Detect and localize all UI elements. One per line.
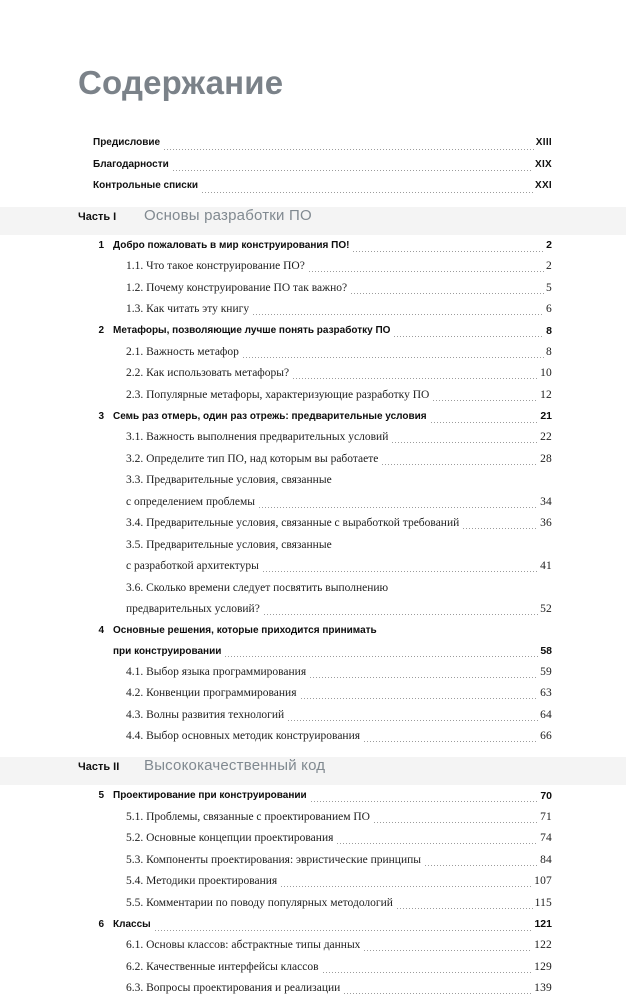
section-entry[interactable] <box>0 935 626 957</box>
section-title: 3.6. Сколько времени следует посвятить выполнению <box>126 582 388 594</box>
dot-leader <box>322 972 533 973</box>
dot-leader <box>252 314 544 315</box>
page-number: 28 <box>540 453 552 465</box>
page-number: 59 <box>540 666 552 678</box>
section-entry[interactable] <box>0 277 626 299</box>
dot-leader <box>242 357 544 358</box>
page-number: 2 <box>546 239 552 251</box>
section-title: 4.1. Выбор языка программирования <box>126 666 306 678</box>
part-label: Часть I <box>78 211 144 223</box>
section-entry[interactable] <box>0 661 626 683</box>
dot-leader <box>201 192 533 193</box>
entry-label: Благодарности <box>93 159 169 170</box>
chapter-number: 2 <box>86 325 104 336</box>
section-entry[interactable] <box>0 513 626 535</box>
dot-leader <box>462 528 538 529</box>
section-title: 1.3. Как читать эту книгу <box>126 303 249 315</box>
section-title: 1.2. Почему конструирование ПО так важно? <box>126 282 347 294</box>
page-number: 52 <box>540 603 552 615</box>
page-number: 8 <box>546 346 552 358</box>
section-title: 3.4. Предварительные условия, связанные с выработкой требований <box>126 517 459 529</box>
part-title: Высококачественный код <box>144 757 325 774</box>
section-title: 5.1. Проблемы, связанные с проектированием ПО <box>126 811 370 823</box>
section-title: 2.3. Популярные метафоры, характеризующие разработку ПО <box>126 389 429 401</box>
page-number: 10 <box>540 367 552 379</box>
page-number: 84 <box>540 854 552 866</box>
dot-leader <box>300 698 539 699</box>
section-entry[interactable] <box>0 849 626 871</box>
dot-leader <box>224 656 538 657</box>
dot-leader <box>262 571 538 572</box>
dot-leader <box>381 464 538 465</box>
page-number: 115 <box>535 897 552 909</box>
dot-leader <box>352 251 544 252</box>
section-title: 5.2. Основные концепции проектирования <box>126 832 333 844</box>
part-label: Часть II <box>78 761 144 773</box>
dot-leader <box>350 293 544 294</box>
page-number: XIX <box>535 159 552 170</box>
page-number: 64 <box>540 709 552 721</box>
dot-leader <box>396 908 533 909</box>
page-number: 66 <box>540 730 552 742</box>
chapter-title: Добро пожаловать в мир конструирования ПО! <box>113 240 349 251</box>
chapter-title-continuation: при конструировании <box>113 646 221 657</box>
page-number: 21 <box>540 410 552 422</box>
dot-leader <box>391 442 538 443</box>
chapter-title: Метафоры, позволяющие лучше понять разработку ПО <box>113 325 390 336</box>
dot-leader <box>335 550 550 551</box>
section-entry-continuation[interactable] <box>0 599 626 621</box>
page-number: 8 <box>546 325 552 337</box>
chapter-entry[interactable] <box>0 235 626 256</box>
chapter-entry[interactable] <box>0 320 626 341</box>
front-matter-entry <box>0 132 626 154</box>
page-number: 2 <box>546 260 552 272</box>
section-title: 3.5. Предварительные условия, связанные <box>126 539 332 551</box>
page-number: 58 <box>540 645 552 657</box>
page-number: 22 <box>540 431 552 443</box>
front-matter-entry <box>0 175 626 197</box>
dot-leader <box>363 950 532 951</box>
section-entry-continuation[interactable] <box>0 491 626 513</box>
section-entry[interactable] <box>0 341 626 363</box>
section-title: 2.2. Как использовать метафоры? <box>126 367 289 379</box>
chapter-number: 5 <box>86 790 104 801</box>
section-title: 3.3. Предварительные условия, связанные <box>126 474 332 486</box>
section-entry[interactable] <box>0 577 626 599</box>
section-entry[interactable] <box>0 470 626 492</box>
chapter-entry[interactable] <box>0 620 626 641</box>
dot-leader <box>380 636 550 637</box>
section-title: 4.4. Выбор основных методик конструирования <box>126 730 360 742</box>
section-title: 6.3. Вопросы проектирования и реализации <box>126 982 340 994</box>
section-entry[interactable] <box>0 704 626 726</box>
chapter-entry[interactable] <box>0 785 626 806</box>
dot-leader <box>154 930 533 931</box>
page-number: 12 <box>540 389 552 401</box>
page-number: 63 <box>540 687 552 699</box>
page-number: 34 <box>540 496 552 508</box>
page-number: 6 <box>546 303 552 315</box>
chapter-title: Проектирование при конструировании <box>113 790 307 801</box>
section-title: 5.4. Методики проектирования <box>126 875 277 887</box>
toc-body <box>0 132 626 999</box>
dot-leader <box>343 993 532 994</box>
dot-leader <box>393 336 544 337</box>
dot-leader <box>373 822 538 823</box>
section-title-continuation: предварительных условий? <box>126 603 260 615</box>
section-entry[interactable] <box>0 683 626 705</box>
dot-leader <box>310 801 539 802</box>
section-entry[interactable] <box>0 534 626 556</box>
section-entry[interactable] <box>0 299 626 321</box>
section-entry[interactable] <box>0 978 626 999</box>
chapter-entry[interactable] <box>0 406 626 427</box>
page-number: 74 <box>540 832 552 844</box>
page-number: 41 <box>540 560 552 572</box>
dot-leader <box>432 400 538 401</box>
section-entry[interactable] <box>0 828 626 850</box>
chapter-title: Семь раз отмерь, один раз отрежь: предварительные условия <box>113 411 427 422</box>
dot-leader <box>172 170 533 171</box>
dot-leader <box>287 720 538 721</box>
entry-label: Предисловие <box>93 137 160 148</box>
dot-leader <box>263 614 538 615</box>
part-title: Основы разработки ПО <box>144 207 312 224</box>
section-title: 1.1. Что такое конструирование ПО? <box>126 260 305 272</box>
section-entry[interactable] <box>0 427 626 449</box>
page-number: 139 <box>534 982 552 994</box>
page-number: 71 <box>540 811 552 823</box>
section-entry[interactable] <box>0 892 626 914</box>
section-entry[interactable] <box>0 871 626 893</box>
chapter-number: 3 <box>86 411 104 422</box>
page-number: XIII <box>536 137 552 148</box>
section-title: 5.5. Комментарии по поводу популярных методологий <box>126 897 393 909</box>
dot-leader <box>430 422 539 423</box>
dot-leader <box>363 741 538 742</box>
dot-leader <box>258 507 538 508</box>
page-number: 70 <box>540 790 552 802</box>
dot-leader <box>292 378 538 379</box>
page-number: 121 <box>534 918 552 930</box>
chapter-title: Основные решения, которые приходится принимать <box>113 625 377 636</box>
section-title: 6.1. Основы классов: абстрактные типы данных <box>126 939 360 951</box>
dot-leader <box>163 149 534 150</box>
section-entry[interactable] <box>0 384 626 406</box>
section-entry[interactable] <box>0 726 626 748</box>
section-title-continuation: с определением проблемы <box>126 496 255 508</box>
dot-leader <box>335 485 550 486</box>
entry-label: Контрольные списки <box>93 180 198 191</box>
section-entry[interactable] <box>0 448 626 470</box>
section-title: 3.1. Важность выполнения предварительных условий <box>126 431 388 443</box>
section-entry[interactable] <box>0 363 626 385</box>
front-matter-entry <box>0 154 626 176</box>
part-header <box>0 757 626 785</box>
chapter-title: Классы <box>113 919 151 930</box>
dot-leader <box>309 677 538 678</box>
chapter-number: 4 <box>86 625 104 636</box>
section-title: 4.3. Волны развития технологий <box>126 709 284 721</box>
page-number: 5 <box>546 282 552 294</box>
section-entry[interactable] <box>0 806 626 828</box>
section-entry[interactable] <box>0 956 626 978</box>
section-title: 2.1. Важность метафор <box>126 346 239 358</box>
dot-leader <box>308 271 544 272</box>
section-title: 3.2. Определите тип ПО, над которым вы работаете <box>126 453 378 465</box>
chapter-entry-continuation[interactable] <box>0 641 626 661</box>
dot-leader <box>424 865 538 866</box>
page-number: 129 <box>534 961 552 973</box>
chapter-number: 1 <box>86 240 104 251</box>
page-title: Содержание <box>78 66 283 99</box>
part-header <box>0 207 626 235</box>
section-entry-continuation[interactable] <box>0 556 626 578</box>
dot-leader <box>391 593 550 594</box>
page-number: 36 <box>540 517 552 529</box>
section-entry[interactable] <box>0 256 626 278</box>
dot-leader <box>336 843 538 844</box>
section-title: 4.2. Конвенции программирования <box>126 687 297 699</box>
chapter-entry[interactable] <box>0 914 626 935</box>
section-title: 5.3. Компоненты проектирования: эвристические принципы <box>126 854 421 866</box>
page-number: 122 <box>534 939 552 951</box>
page-number: XXI <box>535 180 552 191</box>
chapter-number: 6 <box>86 919 104 930</box>
page-number: 107 <box>534 875 552 887</box>
section-title: 6.2. Качественные интерфейсы классов <box>126 961 319 973</box>
section-title-continuation: с разработкой архитектуры <box>126 560 259 572</box>
